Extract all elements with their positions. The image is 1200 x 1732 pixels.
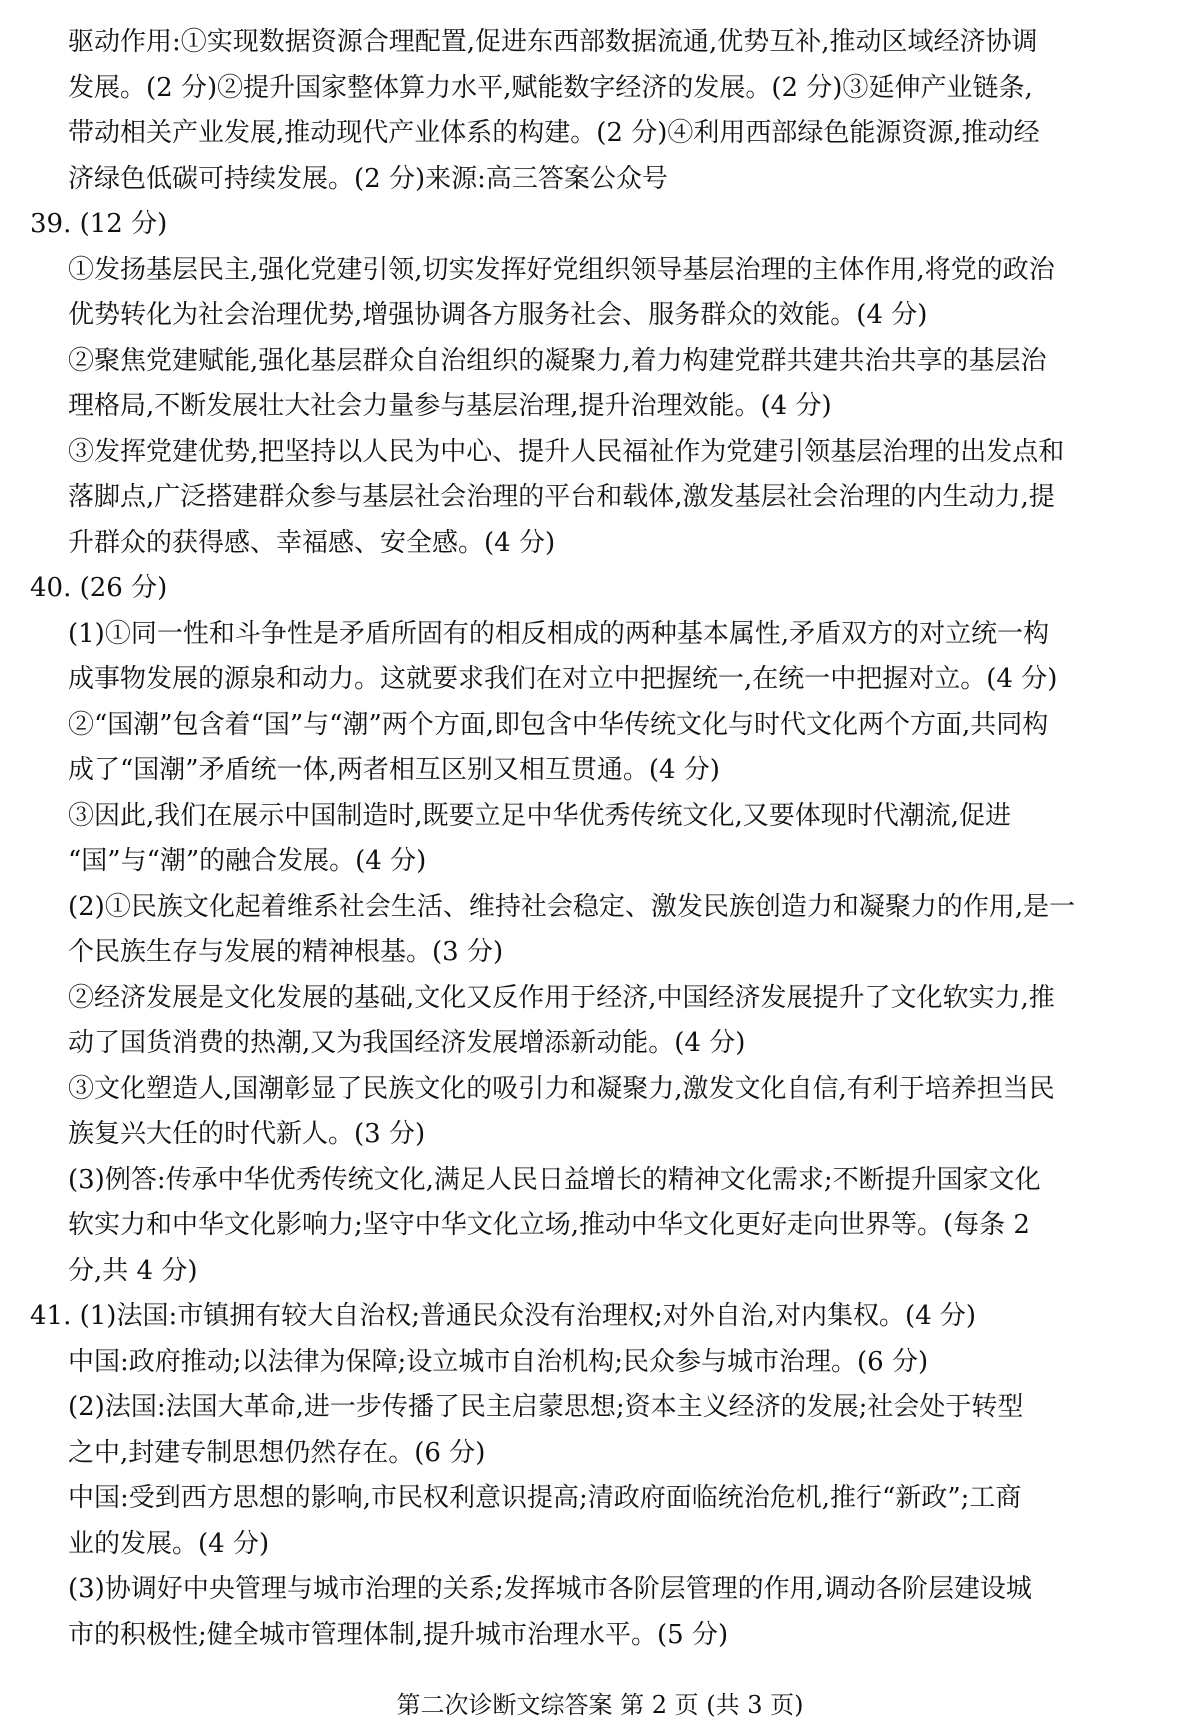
answer-line: 中国:政府推动;以法律为保障;设立城市自治机构;民众参与城市治理。(6 分): [68, 1346, 929, 1377]
answer-line: 族复兴大任的时代新人。(3 分): [68, 1119, 426, 1149]
answer-line: ③发挥党建优势,把坚持以人民为中心、提升人民福祉作为党建引领基层治理的出发点和: [68, 436, 1065, 467]
answer-line: 升群众的获得感、幸福感、安全感。(4 分): [68, 527, 556, 558]
answer-line: 带动相关产业发展,推动现代产业体系的构建。(2 分)④利用西部绿色能源资源,推动经: [68, 118, 1040, 148]
answer-line: 软实力和中华文化影响力;坚守中华文化立场,推动中华文化更好走向世界等。(每条 2: [68, 1210, 1030, 1240]
answer-line: 业的发展。(4 分): [68, 1528, 270, 1559]
answer-line: (1)①同一性和斗争性是矛盾所固有的相反相成的两种基本属性,矛盾双方的对立统一构: [68, 618, 1050, 649]
question-line: 39. (12 分): [30, 209, 168, 239]
answer-line: (3)例答:传承中华优秀传统文化,满足人民日益增长的精神文化需求;不断提升国家文化: [68, 1164, 1041, 1195]
answer-line: “国”与“潮”的融合发展。(4 分): [68, 846, 427, 876]
answer-line: (3)协调好中央管理与城市治理的关系;发挥城市各阶层管理的作用,调动各阶层建设城: [68, 1574, 1032, 1604]
answer-line: ②经济发展是文化发展的基础,文化又反作用于经济,中国经济发展提升了文化软实力,推: [68, 982, 1055, 1013]
answer-content: [30, 20, 1180, 1658]
answer-line: 优势转化为社会治理优势,增强协调各方服务社会、服务群众的效能。(4 分): [68, 300, 928, 330]
answer-line: (2)①民族文化起着维系社会生活、维持社会稳定、激发民族创造力和凝聚力的作用,是一: [68, 891, 1076, 922]
answer-line: ①发扬基层民主,强化党建引领,切实发挥好党组织领导基层治理的主体作用,将党的政治: [68, 254, 1055, 285]
answer-line: ③文化塑造人,国潮彰显了民族文化的吸引力和凝聚力,激发文化自信,有利于培养担当民: [68, 1073, 1055, 1104]
answer-line: 市的积极性;健全城市管理体制,提升城市治理水平。(5 分): [68, 1619, 729, 1650]
question-line: 40. (26 分): [30, 573, 168, 603]
answer-line: 理格局,不断发展壮大社会力量参与基层治理,提升治理效能。(4 分): [68, 391, 832, 421]
answer-line: ②“国潮”包含着“国”与“潮”两个方面,即包含中华传统文化与时代文化两个方面,共同构: [68, 709, 1049, 740]
answer-line: ③因此,我们在展示中国制造时,既要立足中华优秀传统文化,又要体现时代潮流,促进: [68, 800, 1012, 831]
answer-line: 中国:受到西方思想的影响,市民权利意识提高;清政府面临统治危机,推行“新政”;工商: [68, 1483, 1022, 1513]
answer-line: 个民族生存与发展的精神根基。(3 分): [68, 937, 504, 967]
answer-line: 动了国货消费的热潮,又为我国经济发展增添新动能。(4 分): [68, 1028, 746, 1058]
answer-line: 之中,封建专制思想仍然存在。(6 分): [68, 1437, 486, 1468]
answer-line: ②聚焦党建赋能,强化基层群众自治组织的凝聚力,着力构建党群共建共治共享的基层治: [68, 345, 1047, 376]
answer-line: 成了“国潮”矛盾统一体,两者相互区别又相互贯通。(4 分): [68, 755, 720, 785]
answer-line: 成事物发展的源泉和动力。这就要求我们在对立中把握统一,在统一中把握对立。(4 分): [68, 664, 1058, 694]
answer-line: (2)法国:法国大革命,进一步传播了民主启蒙思想;资本主义经济的发展;社会处于转型: [68, 1392, 1024, 1422]
answer-line: 落脚点,广泛搭建群众参与基层社会治理的平台和载体,激发基层社会治理的内生动力,提: [68, 482, 1055, 512]
page-footer: 第二次诊断文综答案 第 2 页 (共 3 页): [396, 1691, 804, 1719]
answer-line: 分,共 4 分): [68, 1255, 198, 1286]
answer-line: 发展。(2 分)②提升国家整体算力水平,赋能数字经济的发展。(2 分)③延伸产业链条,: [68, 72, 1033, 103]
question-line: 41. (1)法国:市镇拥有较大自治权;普通民众没有治理权;对外自治,对内集权。(4 分): [30, 1301, 977, 1331]
answer-line: 驱动作用:①实现数据资源合理配置,促进东西部数据流通,优势互补,推动区域经济协调: [68, 27, 1038, 57]
answer-line: 济绿色低碳可持续发展。(2 分)来源:高三答案公众号: [68, 163, 668, 194]
